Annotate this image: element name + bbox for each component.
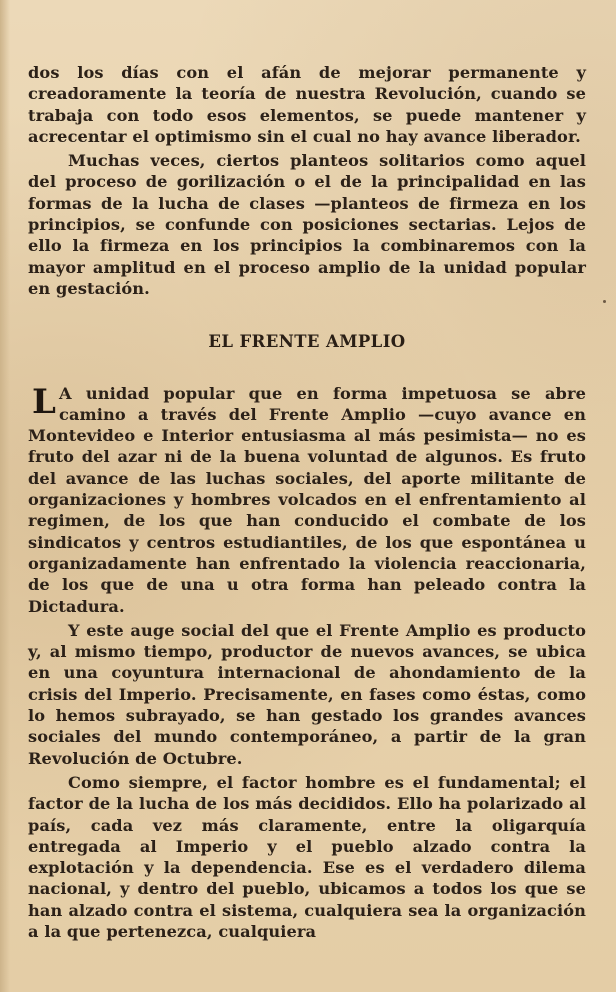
paragraph-unidad-popular-text: A unidad popular que en forma impetuosa se abre camino a través del Frente Amplio —cuyo avance en Montevideo e Interior entusiasma al más pesimista— no es fruto del azar ni de la buena voluntad de algunos. Es fruto del avance de las luchas sociales, del aporte militante de organizaciones y hombres volcados en el enfrentamiento al regimen, de los que han conducido el combate de los sindicatos y centros estudiantiles, de los que espontánea u organizadamente han enfrentado la violencia reaccionaria, de los que de una u otra forma han peleado contra la Dictadura. [28,383,586,616]
page-text-body [28,62,586,942]
paragraph-auge-social: Y este auge social del que el Frente Amplio es producto y, al mismo tiempo, productor de nuevos avances, se ubica en una coyuntura internacional de ahondamiento de la crisis del Imperio. Precisamente, en fases como éstas, como lo hemos subrayado, se han gestado los grandes avances sociales del mundo contemporáneo, a partir de la gran Revolución de Octubre. [28,620,586,768]
paragraph-planteos: Muchas veces, ciertos planteos solitarios como aquel del proceso de gorilización o el de la principalidad en las formas de la lucha de clases —planteos de firmeza en los principios, se confunde con posiciones sectarias. Lejos de ello la firmeza en los principios la combinaremos con la mayor amplitud en el proceso amplio de la unidad popular en gestación. [28,151,586,298]
paragraph-unidad-popular [28,383,586,617]
page-binding-shadow [0,0,10,992]
paragraph-continuation: dos los días con el afán de mejorar permanente y creadoramente la teoría de nuestra Revolución, cuando se trabaja con todo esos elementos, se puede mantener y acrecentar el optimismo sin el cual no hay avance liberador. [28,63,586,146]
drop-cap-letter: L [32,381,57,422]
section-heading: EL FRENTE AMPLIO [208,332,406,352]
paragraph-factor-hombre: Como siempre, el factor hombre es el fundamental; el factor de la lucha de los más decididos. Ello ha polarizado al país, cada vez más claramente, entre la oligarquía entregada al Imperio y el pueblo alzado contra la explotación y la dependencia. Ese es el verdadero dilema nacional, y dentro del pueblo, ubicamos a todos los que se han alzado contra el sistema, cualquiera sea la organización a la que pertenezca, cualquiera [28,772,586,941]
ink-speck [603,300,606,303]
